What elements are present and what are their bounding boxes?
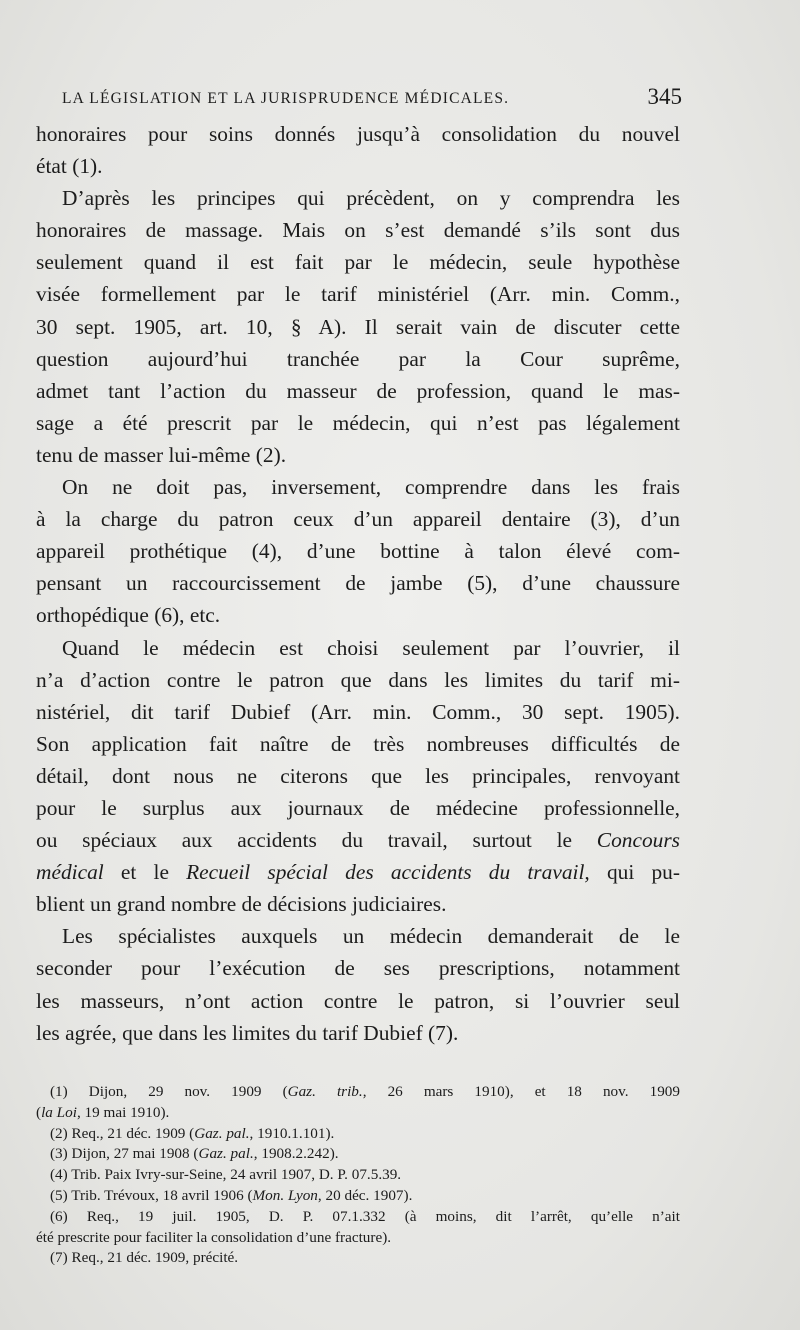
footnote-text: , 1908.2.242). — [253, 1145, 339, 1163]
footnote-italic: la Loi — [41, 1103, 77, 1121]
text-line: Les spécialistes auxquels un médecin demanderait de le — [62, 924, 680, 949]
text-line: seconder pour l’exécution de ses prescriptions, notamment — [36, 956, 680, 981]
text-line-mixed — [36, 824, 680, 856]
footnote-text: , 1910.1.101). — [249, 1124, 335, 1142]
text-fragment: qui pu- — [606, 860, 680, 885]
text-line: détail, dont nous ne citerons que les principales, renvoyant — [36, 763, 680, 788]
text-line: D’après les principes qui précèdent, on y comprendra les — [62, 186, 680, 211]
footnote-text: (2) Req., 21 déc. 1909 ( — [50, 1124, 195, 1142]
text-line: seulement quand il est fait par le médecin, seule hypothèse — [36, 250, 680, 275]
text-line: appareil prothétique (4), d’une bottine à talon élevé com- — [36, 539, 680, 564]
footnote-1-cont — [36, 1103, 680, 1124]
text-line: blient un grand nombre de décisions judiciaires. — [36, 892, 447, 917]
footnote-text: (3) Dijon, 27 mai 1908 ( — [50, 1145, 199, 1163]
footnotes — [36, 1082, 680, 1269]
footnote-5 — [36, 1186, 680, 1207]
text-line: honoraires pour soins donnés jusqu’à consolidation du nouvel — [36, 122, 680, 146]
footnote-italic: Gaz. pal. — [194, 1124, 250, 1142]
text-line: Quand le médecin est choisi seulement par l’ouvrier, il — [62, 635, 680, 660]
footnote-3 — [36, 1144, 680, 1165]
text-line: à la charge du patron ceux d’un appareil dentaire (3), d’un — [36, 507, 680, 532]
footnote-6-cont: été prescrite pour faciliter la consolidation d’une fracture). — [36, 1228, 392, 1246]
running-head: LA LÉGISLATION ET LA JURISPRUDENCE MÉDICALES. — [62, 90, 510, 107]
body-text — [36, 118, 680, 1049]
footnote-4: (4) Trib. Paix Ivry-sur-Seine, 24 avril 1907, D. P. 07.5.39. — [50, 1166, 402, 1184]
journal-title-italic: Recueil spécial des accidents du travail, — [186, 860, 590, 885]
text-line: tenu de masser lui-même (2). — [36, 442, 287, 467]
footnote-7: (7) Req., 21 déc. 1909, précité. — [50, 1249, 239, 1267]
footnote-text: (1) Dijon, 29 nov. 1909 ( — [50, 1083, 288, 1100]
footnote-text: , 19 mai 1910). — [76, 1103, 170, 1121]
footnote-italic: Gaz. trib. — [287, 1083, 363, 1100]
footnote-6: (6) Req., 19 juil. 1905, D. P. 07.1.332 (à moins, dit l’arrêt, qu’elle n’ait — [50, 1207, 680, 1225]
text-line: honoraires de massage. Mais on s’est demandé s’ils sont dus — [36, 218, 680, 243]
footnote-text: , 20 déc. 1907). — [317, 1186, 413, 1204]
text-line: n’a d’action contre le patron que dans les limites du tarif mi- — [36, 667, 680, 692]
text-line: orthopédique (6), etc. — [36, 603, 221, 628]
footnote-2 — [36, 1124, 680, 1145]
text-line: sage a été prescrit par le médecin, qui n’est pas légalement — [36, 410, 680, 435]
text-line: pensant un raccourcissement de jambe (5), d’une chaussure — [36, 571, 680, 596]
text-line: état (1). — [36, 154, 103, 179]
text-line: les agrée, que dans les limites du tarif Dubief (7). — [36, 1020, 459, 1045]
journal-title-italic: Concours — [596, 828, 680, 853]
text-line: pour le surplus aux journaux de médecine professionnelle, — [36, 795, 680, 820]
text-line: admet tant l’action du masseur de profession, quand le mas- — [36, 378, 680, 403]
page-header — [62, 84, 682, 114]
text-line: les masseurs, n’ont action contre le patron, si l’ouvrier seul — [36, 988, 680, 1013]
text-line: Son application fait naître de très nombreuses difficultés de — [36, 731, 680, 756]
journal-title-italic: médical — [36, 860, 104, 885]
footnote-1 — [36, 1082, 680, 1103]
footnote-text: (5) Trib. Trévoux, 18 avril 1906 ( — [50, 1186, 253, 1204]
footnote-text: , 26 mars 1910), et 18 nov. 1909 — [362, 1083, 680, 1100]
footnote-italic: Gaz. pal. — [198, 1145, 254, 1163]
text-line: 30 sept. 1905, art. 10, § A). Il serait vain de discuter cette — [36, 314, 680, 339]
text-line-mixed — [36, 856, 680, 888]
text-fragment: et le — [120, 860, 169, 885]
footnote-italic: Mon. Lyon — [252, 1186, 318, 1204]
text-line: question aujourd’hui tranchée par la Cour suprême, — [36, 346, 680, 371]
footnote-text: ( — [36, 1103, 42, 1121]
text-line: On ne doit pas, inversement, comprendre dans les frais — [62, 475, 680, 500]
page-number: 345 — [647, 84, 682, 109]
text-line: nistériel, dit tarif Dubief (Arr. min. Comm., 30 sept. 1905). — [36, 699, 680, 724]
text-fragment: ou spéciaux aux accidents du travail, surtout le — [36, 828, 573, 853]
text-line: visée formellement par le tarif ministériel (Arr. min. Comm., — [36, 282, 680, 307]
